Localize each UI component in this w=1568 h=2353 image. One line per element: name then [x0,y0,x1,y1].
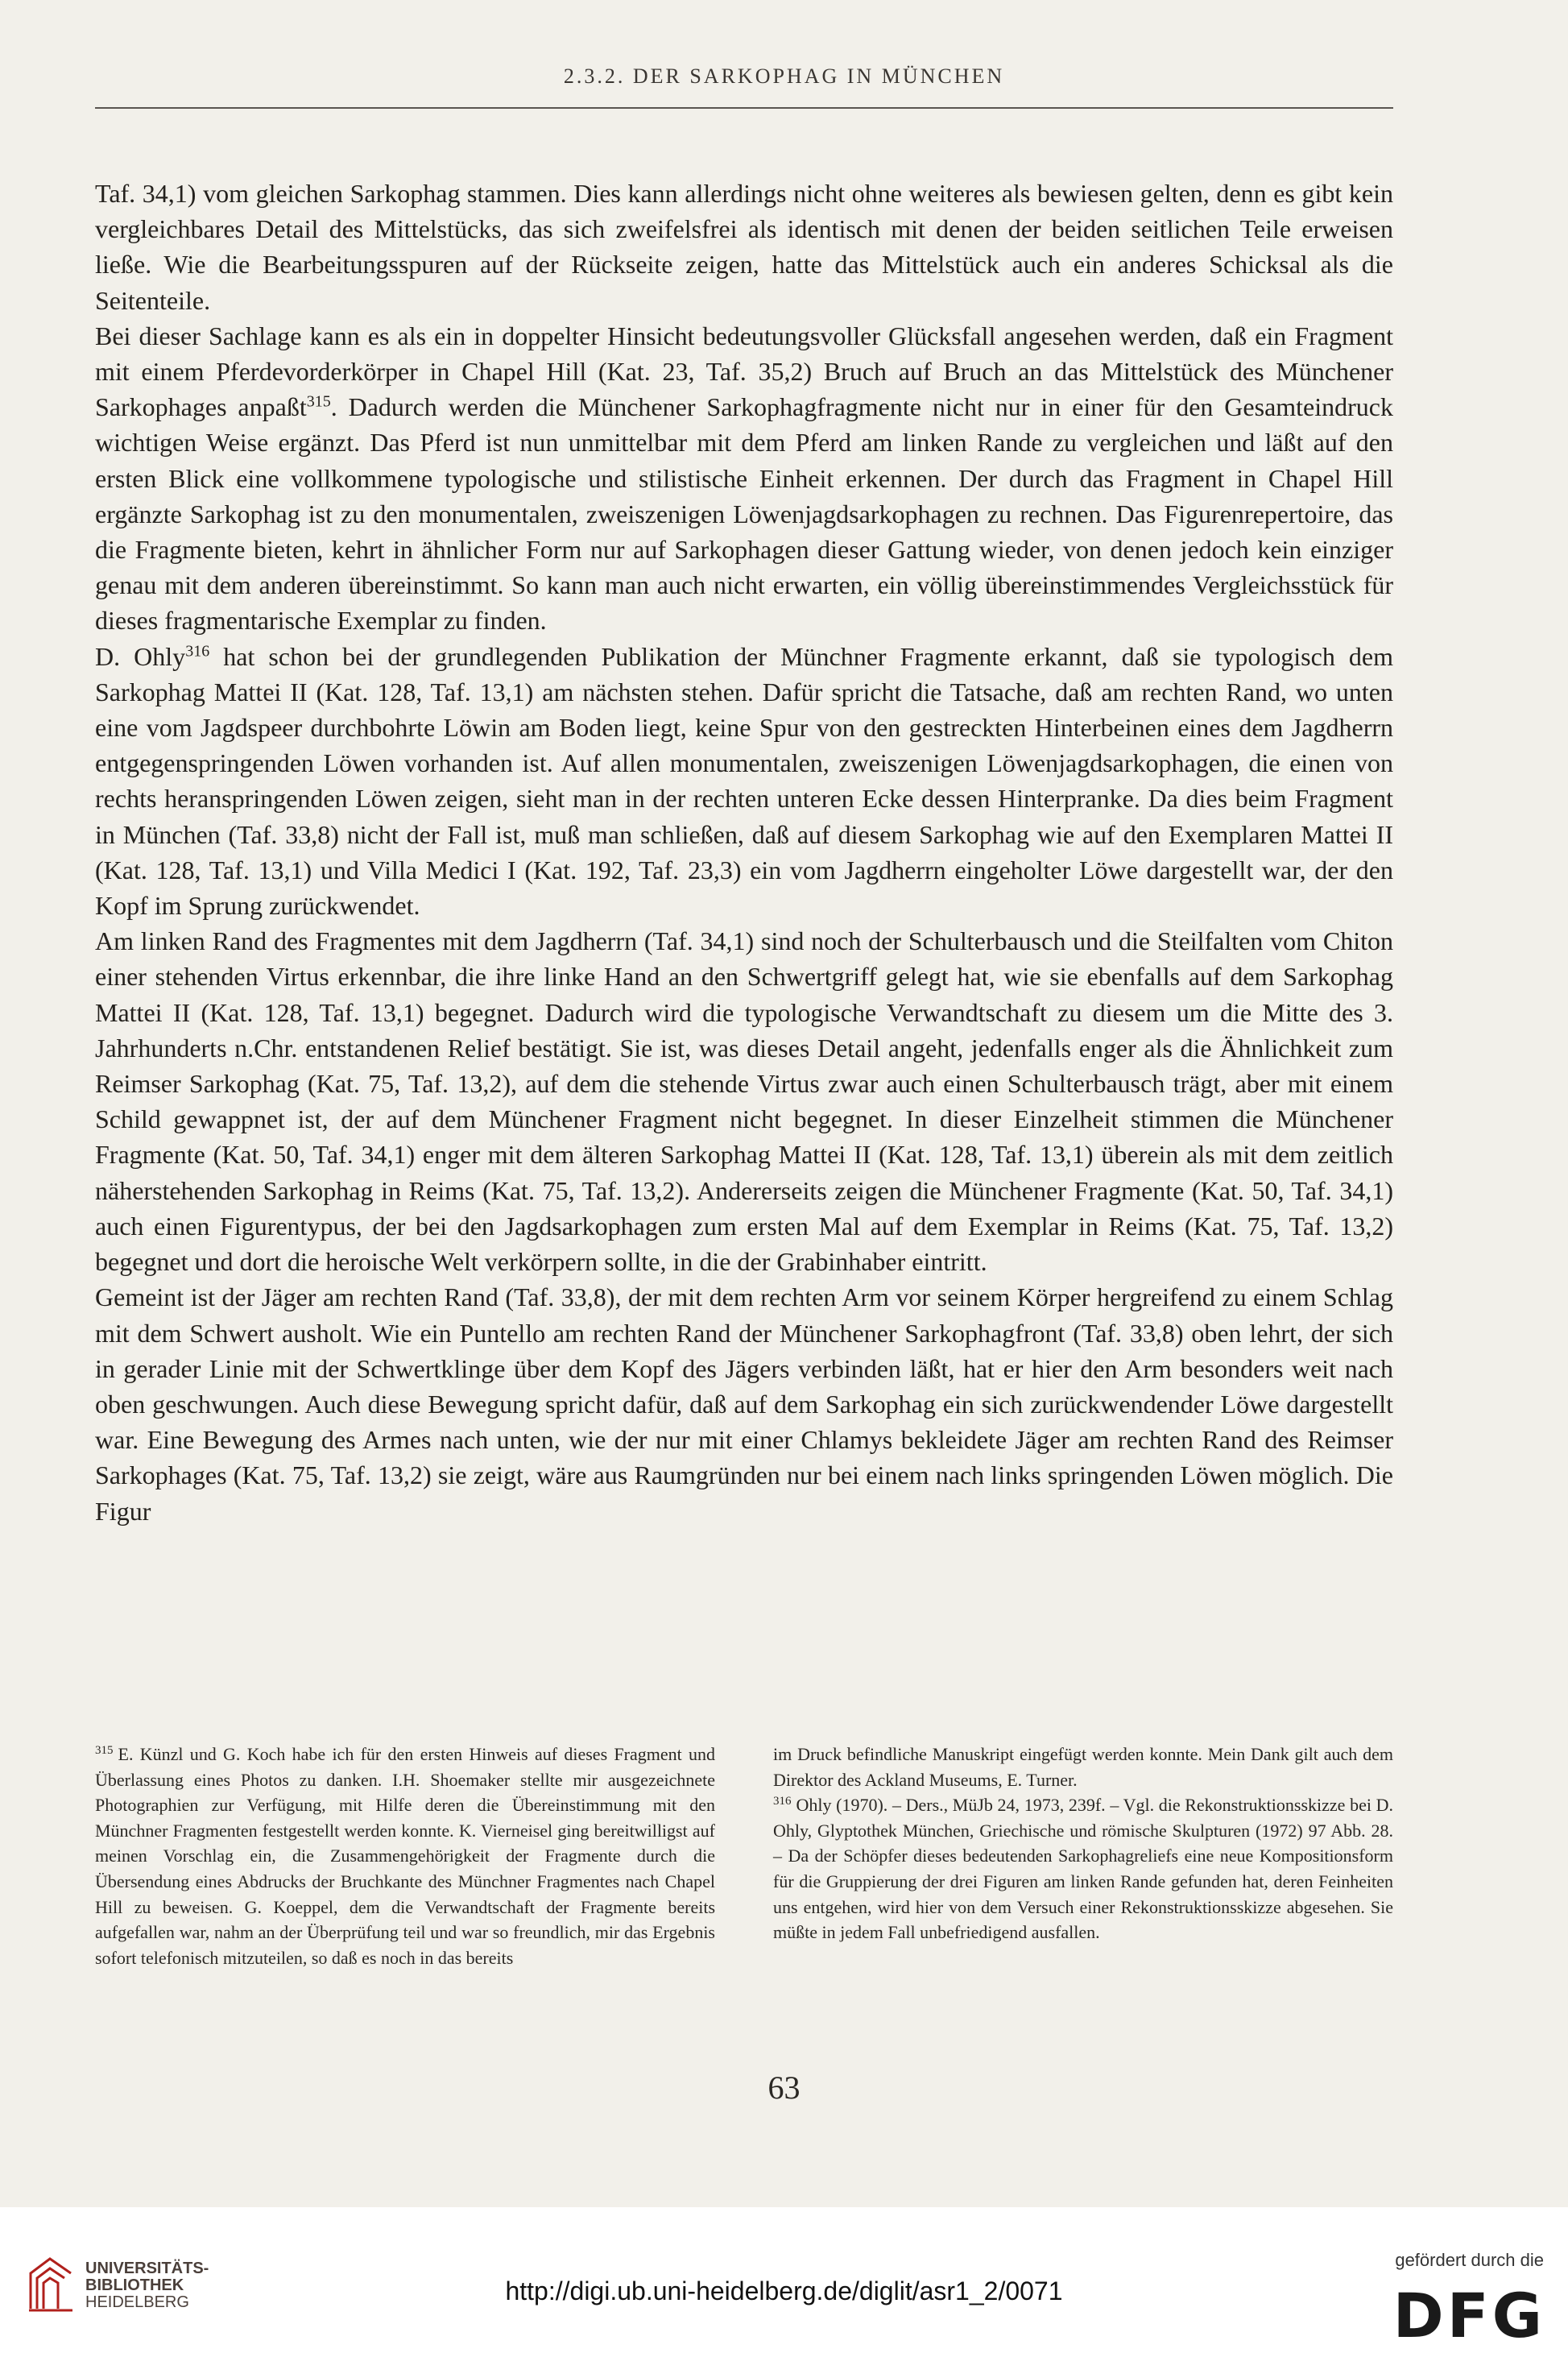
footnotes-left-column [95,1742,715,1970]
library-name-line-3: HEIDELBERG [85,2293,189,2311]
footnote-316-text: Ohly (1970). – Ders., MüJb 24, 1973, 239f. – Vgl. die Rekonstruktionsskizze bei D. Ohly, Glyptothek München, Griechische und römische Skulpturen (1972) 97 Abb. 28. – Da der Schöpfer dieses bedeutenden Sarkophagreliefs eine neue Kompositionsform für die Gruppierung der drei Figuren am linken Rande gefunden hat, deren Feinheiten uns entgehen, wird hier von dem Versuch einer Rekonstruktionsskizze abgesehen. Sie müßte in jedem Fall unbefriedigend ausfallen. [773,1795,1393,1943]
footnote-315-continued: im Druck befindliche Manuskript eingefügt werden konnte. Mein Dank gilt auch dem Direktor des Ackland Museums, E. Turner. [773,1744,1393,1790]
footnotes-right-column [773,1742,1393,1970]
footnote-ref-316[interactable]: 316 [185,641,210,660]
page-number: 63 [767,2069,801,2106]
paragraph-3-part-a: D. Ohly [95,641,186,671]
paragraph-5: Gemeint ist der Jäger am rechten Rand (Taf. 33,8), der mit dem rechten Arm vor seinem Körper hergreifend zu einem Schlag mit dem Schwert ausholt. Wie ein Puntello am rechten Rand der Münchener Sarkophagfront (Taf. 33,8) oben lehrt, der sich in gerader Linie mit der Schwertklinge über dem Kopf des Jägers verbinden läßt, hat er hier den Arm besonders weit nach oben geschwungen. Auch diese Bewegung spricht dafür, daß auf dem Sarkophag ein sich zurückwendender Löwe dargestellt war. Eine Bewegung des Armes nach unten, wie der nur mit einer Chlamys bekleidete Jäger am rechten Rand des Reimser Sarkophages (Kat. 75, Taf. 13,2) sie zeigt, wäre aus Raumgründen nur bei einem nach links springenden Löwen möglich. Die Figur [95,1282,1393,1526]
library-name-line-2: BIBLIOTHEK [85,2276,184,2294]
paragraph-1: Taf. 34,1) vom gleichen Sarkophag stammen. Dies kann allerdings nicht ohne weiteres als bewiesen gelten, denn es gibt kein vergleichbares Detail des Mittelstücks, das sich zweifelsfrei als identisch mit denen der beiden seitlichen Teile erweisen ließe. Wie die Bearbeitungsspuren auf der Rückseite zeigen, hatte das Mittelstück auch ein anderes Schicksal als die Seitenteile. [95,179,1393,315]
paragraph-2-part-a: Bei dieser Sachlage kann es als ein in doppelter Hinsicht bedeutungsvoller Glücksfall angesehen werden, daß ein Fragment mit einem Pferdevorderkörper in Chapel Hill (Kat. 23, Taf. 35,2) Bruch auf Bruch an das Mittelstück des Münchener Sarkophages anpaßt [95,321,1393,422]
paragraph-3-part-b: hat schon bei der grundlegenden Publikation der Münchner Fragmente erkannt, daß sie typologisch dem Sarkophag Mattei II (Kat. 128, Taf. 13,1) am nächsten stehen. Dafür spricht die Tatsache, daß am rechten Rand, wo unten eine vom Jagdspeer durchbohrte Löwin am Boden liegt, keine Spur von den gestreckten Hinterbeinen eines dem Jagdherrn entgegenspringenden Löwen vorhanden ist. Auf allen monumentalen, zweiszenigen Löwenjagdsarkophagen, die einen von rechts heranspringenden Löwen zeigen, sieht man in der rechten unteren Ecke dessen Hinterpranke. Da dies beim Fragment in München (Taf. 33,8) nicht der Fall ist, muß man schließen, daß auf diesem Sarkophag wie auf den Exemplaren Mattei II (Kat. 128, Taf. 13,1) und Villa Medici I (Kat. 192, Taf. 23,3) ein vom Jagdherrn eingeholter Löwe dargestellt war, der den Kopf im Sprung zurückwendet. [95,641,1394,921]
footnote-315-number: 315 [95,1743,114,1757]
footnote-ref-315[interactable]: 315 [306,392,331,411]
footnote-315 [95,1742,715,1970]
library-name-line-1: UNIVERSITÄTS- [85,2260,209,2277]
paragraph-4: Am linken Rand des Fragmentes mit dem Jagdherrn (Taf. 34,1) sind noch der Schulterbausch und die Steilfalten vom Chiton einer stehenden Virtus erkennbar, die ihre linke Hand an den Schwertgriff gelegt hat, wie sie ebenfalls auf dem Sarkophag Mattei II (Kat. 128, Taf. 13,1) begegnet. Dadurch wird die typologische Verwandtschaft zu diesem um die Mitte des 3. Jahrhunderts n.Chr. entstandenen Relief bestätigt. Sie ist, was dieses Detail angeht, jedenfalls enger als die Ähnlichkeit zum Reimser Sarkophag (Kat. 75, Taf. 13,2), auf dem die stehende Virtus zwar auch einen Schulterbausch trägt, aber mit einem Schild gewappnet ist, der auf dem Münchener Fragment nicht begegnet. In dieser Einzelheit stimmen die Münchener Fragmente (Kat. 50, Taf. 34,1) enger mit dem älteren Sarkophag Mattei II (Kat. 128, Taf. 13,1) überein als mit dem zeitlich näherstehenden Sarkophag in Reims (Kat. 75, Taf. 13,2). Andererseits zeigen die Münchener Fragmente (Kat. 50, Taf. 34,1) auch einen Figurentypus, der bei den Jagdsarkophagen zum ersten Mal auf dem Exemplar in Reims (Kat. 75, Taf. 13,2) begegnet und dort die heroische Welt verkörpern sollte, in die der Grabinhaber eintritt. [95,926,1393,1277]
main-text [95,176,1393,1529]
footnotes [95,1742,1393,1970]
footnote-316-number: 316 [773,1794,792,1808]
paragraph-2 [95,318,1393,639]
dfg-logo[interactable]: DFG [1392,2280,1545,2351]
footnote-315-text: E. Künzl und G. Koch habe ich für den ersten Hinweis auf dieses Fragment und Überlassung eines Photos zu danken. I.H. Shoemaker stellte mir ausgezeichnete Photographien zur Verfügung, mit Hilfe deren die Übereinstimmung mit den Münchner Fragmenten festgestellt werden konnte. K. Vierneisel ging bereitwilligst auf meinen Vorschlag ein, die Zusammengehörigkeit der Fragmente durch die Übersendung eines Abdrucks der Bruchkante des Münchner Fragmentes nach Chapel Hill zu beweisen. G. Koeppel, dem die Verwandtschaft der Fragmente bereits aufgefallen war, nahm an der Überprüfung teil und war so freundlich, mir das Ergebnis sofort telefonisch mitzuteilen, so daß es noch in das bereits [95,1744,715,1968]
header-rule [95,107,1393,109]
running-header: 2.3.2. DER SARKOPHAG IN MÜNCHEN [563,64,1005,88]
funding-label: gefördert durch die [1395,2250,1544,2270]
source-url-link[interactable]: http://digi.ub.uni-heidelberg.de/diglit/asr1_2/0071 [505,2276,1063,2305]
footnote-316 [773,1792,1393,1945]
paragraph-3 [95,639,1393,924]
paragraph-2-part-b: . Dadurch werden die Münchener Sarkophagfragmente nicht nur in einer für den Gesamteindruck wichtigen Weise ergänzt. Das Pferd ist nun unmittelbar mit dem Pferd am linken Rande zu vergleichen und läßt auf den ersten Blick eine vollkommene typologische und stilistische Einheit erkennen. Der durch das Fragment in Chapel Hill ergänzte Sarkophag ist zu den monumentalen, zweiszenigen Löwenjagdsarkophagen zu rechnen. Das Figurenrepertoire, das die Fragmente bieten, kehrt in ähnlicher Form nur auf Sarkophagen dieser Gattung wieder, von denen jedoch kein einziger genau mit dem anderen übereinstimmt. So kann man auch nicht erwarten, ein völlig übereinstimmendes Vergleichsstück für dieses fragmentarische Exemplar zu finden. [95,392,1394,636]
